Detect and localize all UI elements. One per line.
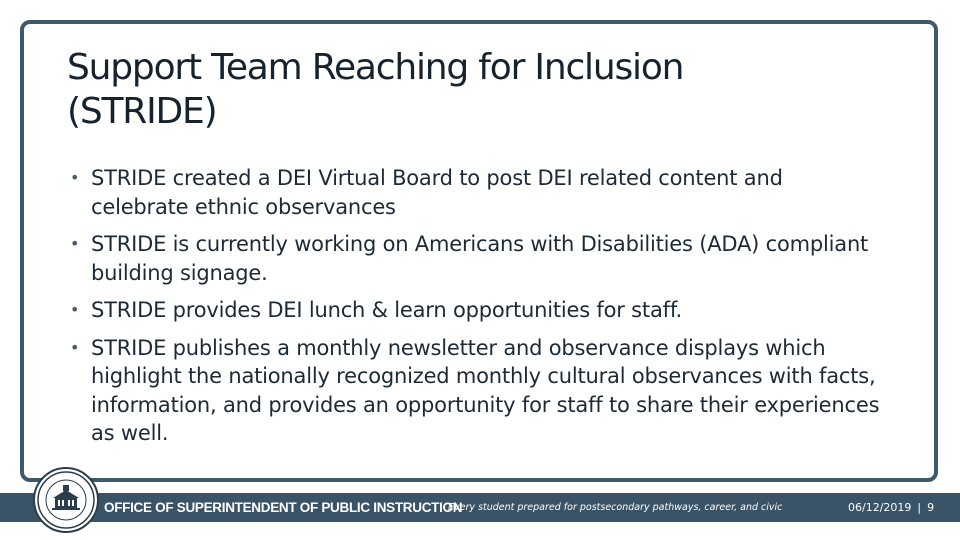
bullet-text: STRIDE publishes a monthly newsletter and observance displays which highlight the nationally recognized monthly cultural observances with facts, information, and provides an opportunity for staff to share their experiences as well. <box>91 335 880 445</box>
bullet-text: STRIDE created a DEI Virtual Board to post DEI related content and celebrate ethnic observances <box>91 166 783 219</box>
bullet-item <box>70 164 880 221</box>
bullet-icon: • <box>70 337 80 357</box>
bullet-icon: • <box>70 300 80 319</box>
slide-date: 06/12/2019 <box>848 501 912 514</box>
tagline-line1: Every student prepared for postsecondary pathways, career, and civic <box>448 502 783 513</box>
slide-title-line1: Support Team Reaching for Inclusion <box>67 47 684 88</box>
bullet-item <box>70 230 880 287</box>
tagline-line2: engagement. <box>448 523 512 534</box>
bullet-item <box>70 334 880 448</box>
page-number: 9 <box>927 501 935 514</box>
organization-name: OFFICE OF SUPERINTENDENT OF PUBLIC INSTRUCTION <box>104 500 463 515</box>
date-and-page <box>848 493 934 522</box>
bullet-list <box>70 164 880 457</box>
footer-tagline <box>448 497 798 534</box>
state-seal-icon <box>33 467 99 533</box>
bullet-text: STRIDE provides DEI lunch & learn opportunities for staff. <box>91 298 682 322</box>
bullet-icon: • <box>70 234 80 253</box>
bullet-text: STRIDE is currently working on Americans with Disabilities (ADA) compliant building signage. <box>91 232 869 285</box>
slide-title-line2: (STRIDE) <box>67 91 217 132</box>
footer-separator: | <box>917 501 922 514</box>
bullet-icon: • <box>70 168 80 187</box>
bullet-item <box>70 296 880 325</box>
slide-title <box>67 46 867 134</box>
